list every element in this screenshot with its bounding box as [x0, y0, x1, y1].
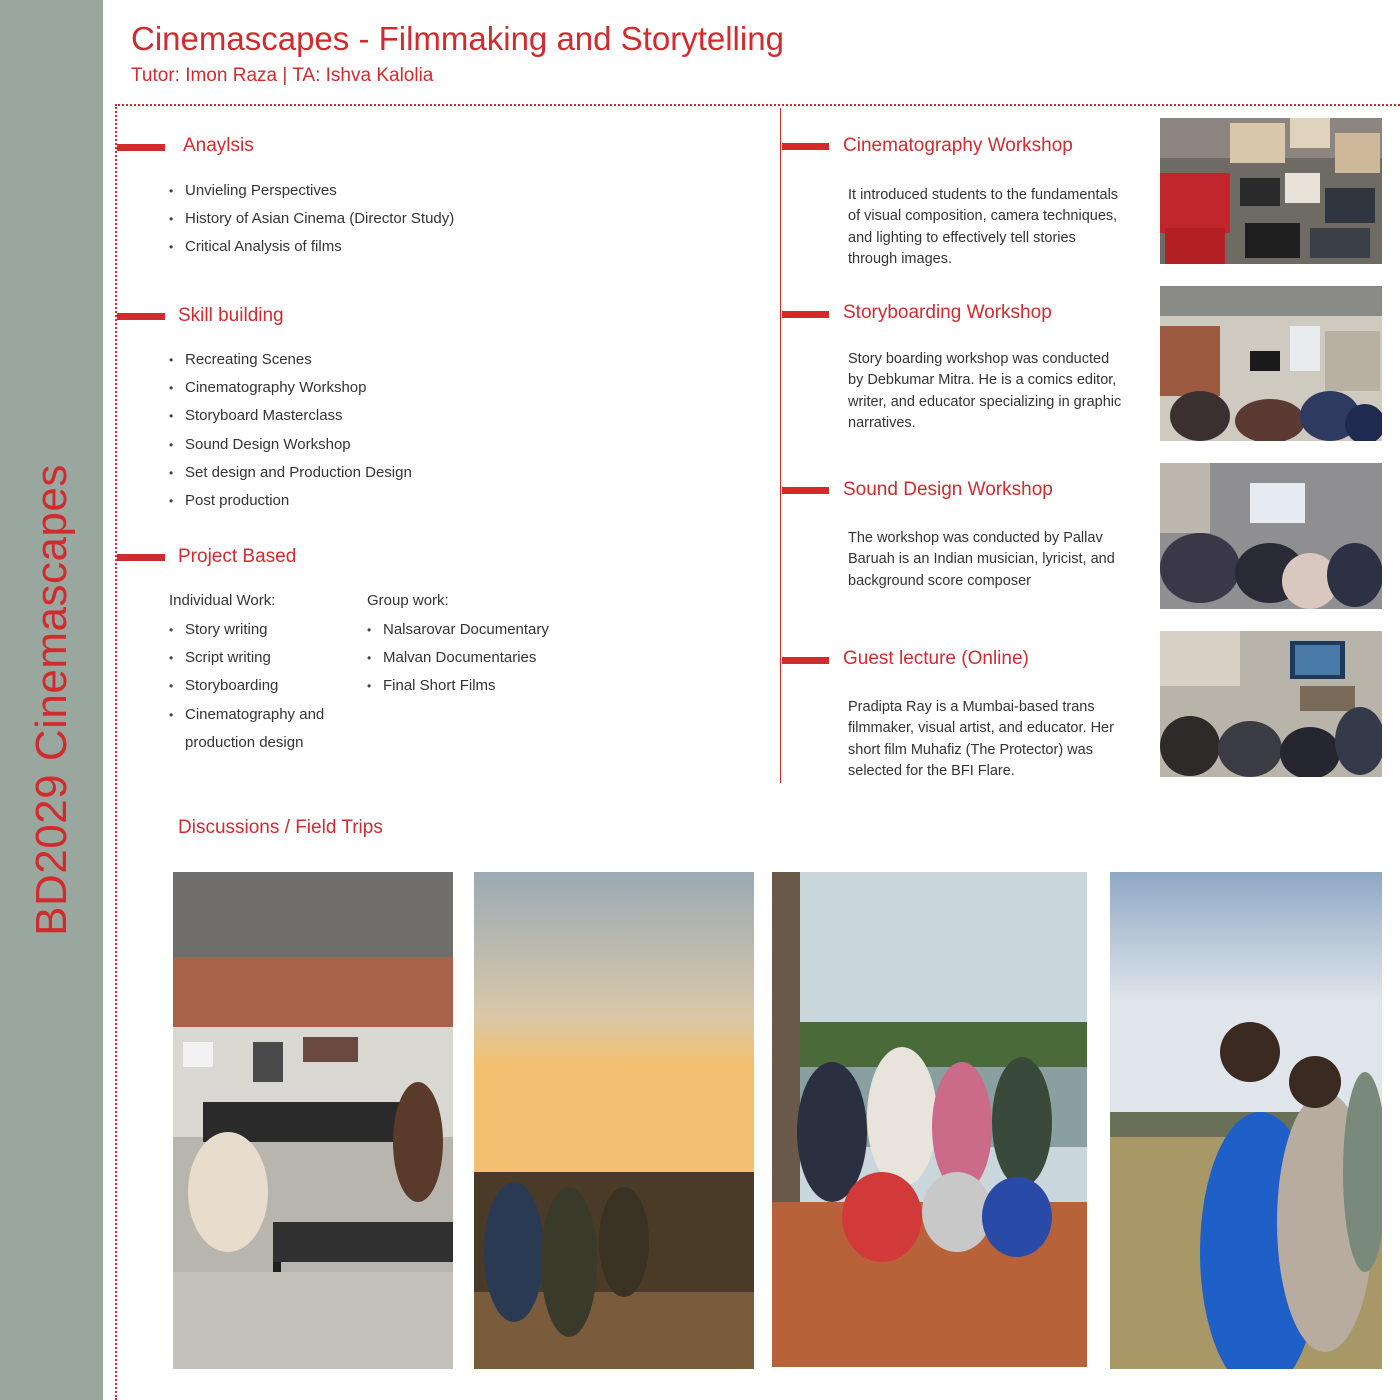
list-item: • Recreating Scenes [169, 350, 412, 378]
list-item: • Sound Design Workshop [169, 435, 412, 463]
section-marker [117, 144, 165, 151]
section-marker [117, 554, 165, 561]
project-based-heading: Project Based [178, 546, 297, 567]
individual-work-list [169, 620, 345, 757]
storyboarding-workshop-heading: Storyboarding Workshop [843, 302, 1052, 323]
list-item: • Storyboarding [169, 676, 345, 704]
dotted-divider-horizontal [115, 104, 1400, 106]
guest-lecture-photo [1160, 631, 1382, 777]
analysis-list [169, 181, 454, 266]
vertical-course-title: BD2029 Cinemascapes [27, 464, 76, 936]
cinematography-workshop-description: It introduced students to the fundamentals of visual composition, camera techniques, and lighting to effectively tell stories through images. [848, 187, 1119, 267]
lakeside-group-photo [772, 872, 1087, 1367]
classroom-discussion-photo [173, 872, 453, 1369]
page-subtitle: Tutor: Imon Raza | TA: Ishva Kalolia [131, 65, 434, 86]
sound-design-workshop-photo [1160, 463, 1382, 609]
sound-design-workshop-description: The workshop was conducted by Pallav Baruah is an Indian musician, lyricist, and background score composer [848, 530, 1115, 589]
sidebar-band [0, 0, 103, 1400]
individual-work-label: Individual Work: [169, 592, 276, 609]
guest-lecture-description: Pradipta Ray is a Mumbai-based trans filmmaker, visual artist, and educator. Her short film Muhafiz (The Protector) was selected for the BFI Flare. [848, 699, 1114, 779]
list-item: • Nalsarovar Documentary [367, 620, 549, 648]
analysis-heading: Anaylsis [183, 135, 254, 156]
cinematography-workshop-heading: Cinematography Workshop [843, 135, 1073, 156]
storyboarding-workshop-description: Story boarding workshop was conducted by Debkumar Mitra. He is a comics editor, writer, and educator specializing in graphic narratives. [848, 351, 1122, 431]
cinematography-workshop-photo [1160, 118, 1382, 264]
sunset-field-trip-photo [474, 872, 754, 1369]
group-work-label: Group work: [367, 592, 449, 609]
list-item: • Malvan Documentaries [367, 648, 549, 676]
section-marker [782, 143, 829, 150]
wheat-field-trip-photo [1110, 872, 1382, 1369]
section-marker [782, 311, 829, 318]
storyboarding-workshop-photo [1160, 286, 1382, 441]
list-item: • Final Short Films [367, 676, 549, 704]
list-item: • Critical Analysis of films [169, 237, 454, 265]
section-marker [782, 657, 829, 664]
section-marker [117, 313, 165, 320]
list-item: • Set design and Production Design [169, 463, 412, 491]
list-item: • History of Asian Cinema (Director Study) [169, 209, 454, 237]
list-item: • Post production [169, 491, 412, 519]
sound-design-workshop-heading: Sound Design Workshop [843, 479, 1053, 500]
group-work-list [367, 620, 549, 705]
guest-lecture-heading: Guest lecture (Online) [843, 648, 1029, 669]
page-title: Cinemascapes - Filmmaking and Storytelling [131, 20, 784, 57]
dotted-divider-vertical [115, 104, 117, 1400]
skill-building-heading: Skill building [178, 305, 284, 326]
section-marker [782, 487, 829, 494]
list-item: • Cinematography Workshop [169, 378, 412, 406]
discussions-heading: Discussions / Field Trips [178, 817, 383, 838]
skill-building-list [169, 350, 412, 519]
list-item: • Storyboard Masterclass [169, 406, 412, 434]
column-divider [780, 108, 781, 783]
list-item: • Cinematography and production design [169, 701, 345, 757]
list-item: • Unvieling Perspectives [169, 181, 454, 209]
list-item: • Script writing [169, 648, 345, 676]
list-item: • Story writing [169, 620, 345, 648]
